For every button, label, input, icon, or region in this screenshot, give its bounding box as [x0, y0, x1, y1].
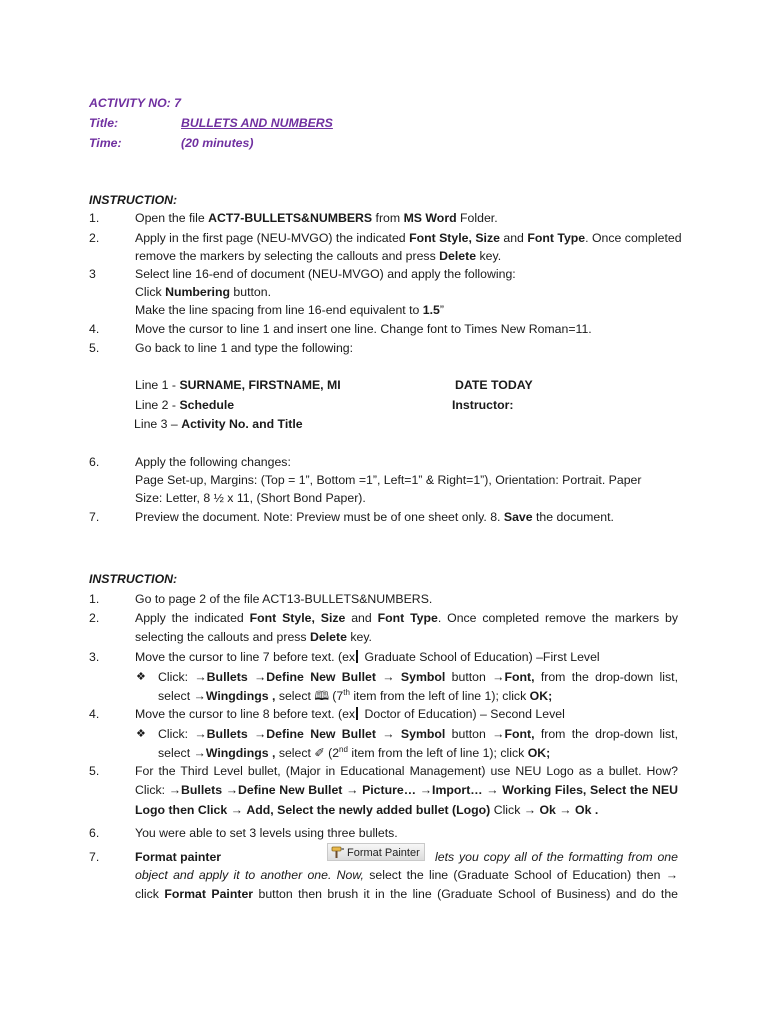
item-text: Apply the indicated Font Style, Size and Font Type. Once completed remove the markers by — [135, 611, 678, 625]
item-number: 7. — [89, 850, 100, 864]
activity-number: ACTIVITY NO: 7 — [89, 96, 182, 110]
item-number: 7. — [89, 510, 100, 524]
item-number: 5. — [89, 341, 100, 355]
item-text-continued: selecting the callouts and press Delete key. — [135, 630, 372, 644]
line-2-spec: Line 2 - Schedule — [135, 398, 235, 412]
item-text-continued: remove the markers by selecting the callouts and press Delete key. — [135, 249, 502, 263]
item-text: Go back to line 1 and type the following: — [135, 341, 354, 355]
item-text-continued: click Format Painter button then brush it in the line (Graduate School of Business) and do the — [135, 887, 679, 901]
item-number: 6. — [89, 826, 100, 840]
line-1-spec: Line 1 - SURNAME, FIRSTNAME, MI — [135, 378, 341, 392]
format-painter-button[interactable] — [327, 843, 425, 861]
time-value: (20 minutes) — [181, 136, 254, 150]
item-label: Format painter — [135, 850, 222, 864]
sub-bullet-text: Click: →Bullets →Define New Bullet → Symbol button →Font, from the drop-down list, — [158, 670, 679, 684]
title-value: BULLETS AND NUMBERS — [181, 116, 333, 130]
item-text: lets you copy all of the formatting from one — [435, 850, 678, 864]
instruction-heading-1: INSTRUCTION: — [89, 193, 178, 207]
format-painter-button-label: Format Painter — [347, 847, 420, 859]
item-text: Go to page 2 of the file ACT13-BULLETS&NUMBERS. — [135, 592, 433, 606]
item-number: 3 — [89, 267, 96, 281]
item-number: 2. — [89, 611, 100, 625]
line-2-right: Instructor: — [452, 398, 514, 412]
time-label: Time: — [89, 136, 122, 150]
title-label: Title: — [89, 116, 119, 130]
diamond-bullet-icon: ❖ — [136, 671, 146, 683]
item-text: Move the cursor to line 7 before text. (ex Graduate School of Education) –First Level — [135, 650, 600, 664]
item-number: 4. — [89, 322, 100, 336]
sub-bullet-text-continued: select →Wingdings , select ✐ (2nd item from the left of line 1); click OK; — [158, 744, 551, 760]
item-number: 5. — [89, 764, 100, 778]
item-text: Move the cursor to line 8 before text. (ex Doctor of Education) – Second Level — [135, 707, 565, 721]
item-text: For the Third Level bullet, (Major in Educational Management) use NEU Logo as a bullet. How? — [135, 764, 678, 778]
line-3-spec: Line 3 – Activity No. and Title — [134, 417, 303, 431]
item-text: Apply the following changes: — [135, 455, 291, 469]
pencil-symbol-icon: ✐ — [314, 746, 325, 760]
item-text-continued: Click Numbering button. — [135, 285, 271, 299]
instruction-heading-2: INSTRUCTION: — [89, 572, 178, 586]
line-1-right: DATE TODAY — [455, 378, 533, 392]
sub-bullet-text: Click: →Bullets →Define New Bullet → Symbol button →Font, from the drop-down list, — [158, 727, 679, 741]
item-text-continued: Click: →Bullets →Define New Bullet → Picture… →Import… → Working Files, Select the NEU — [135, 783, 679, 797]
item-text-continued: Page Set-up, Margins: (Top = 1”, Bottom =1”, Left=1” & Right=1”), Orientation: Portrait. Paper — [135, 473, 642, 487]
item-number: 2. — [89, 231, 100, 245]
item-text-continued: object and apply it to another one. Now, select the line (Graduate School of Education) then → — [135, 868, 678, 882]
text-cursor-icon — [356, 650, 358, 663]
item-text-continued: Make the line spacing from line 16-end equivalent to 1.5” — [135, 303, 445, 317]
diamond-bullet-icon: ❖ — [136, 728, 146, 740]
item-text: Open the file ACT7-BULLETS&NUMBERS from MS Word Folder. — [135, 211, 498, 225]
item-text-continued: Logo then Click → Add, Select the newly added bullet (Logo) Click → Ok → Ok . — [135, 803, 599, 817]
item-number: 1. — [89, 211, 100, 225]
item-number: 6. — [89, 455, 100, 469]
sub-bullet-text-continued: select →Wingdings , select 🕮 (7th item from the left of line 1); click OK; — [158, 687, 553, 703]
text-cursor-icon — [356, 707, 358, 720]
paintbrush-icon — [331, 846, 345, 859]
item-text: Preview the document. Note: Preview must be of one sheet only. 8. Save the document. — [135, 510, 614, 524]
item-text-continued: Size: Letter, 8 ½ x 11, (Short Bond Paper). — [135, 491, 366, 505]
item-number: 4. — [89, 707, 100, 721]
item-text: You were able to set 3 levels using three bullets. — [135, 826, 398, 840]
item-text: Move the cursor to line 1 and insert one line. Change font to Times New Roman=11. — [135, 322, 592, 336]
item-text: Apply in the first page (NEU-MVGO) the indicated Font Style, Size and Font Type. Once completed — [135, 231, 682, 245]
item-number: 3. — [89, 650, 100, 664]
book-symbol-icon: 🕮 — [314, 689, 329, 703]
item-number: 1. — [89, 592, 100, 606]
item-text: Select line 16-end of document (NEU-MVGO) and apply the following: — [135, 267, 516, 281]
